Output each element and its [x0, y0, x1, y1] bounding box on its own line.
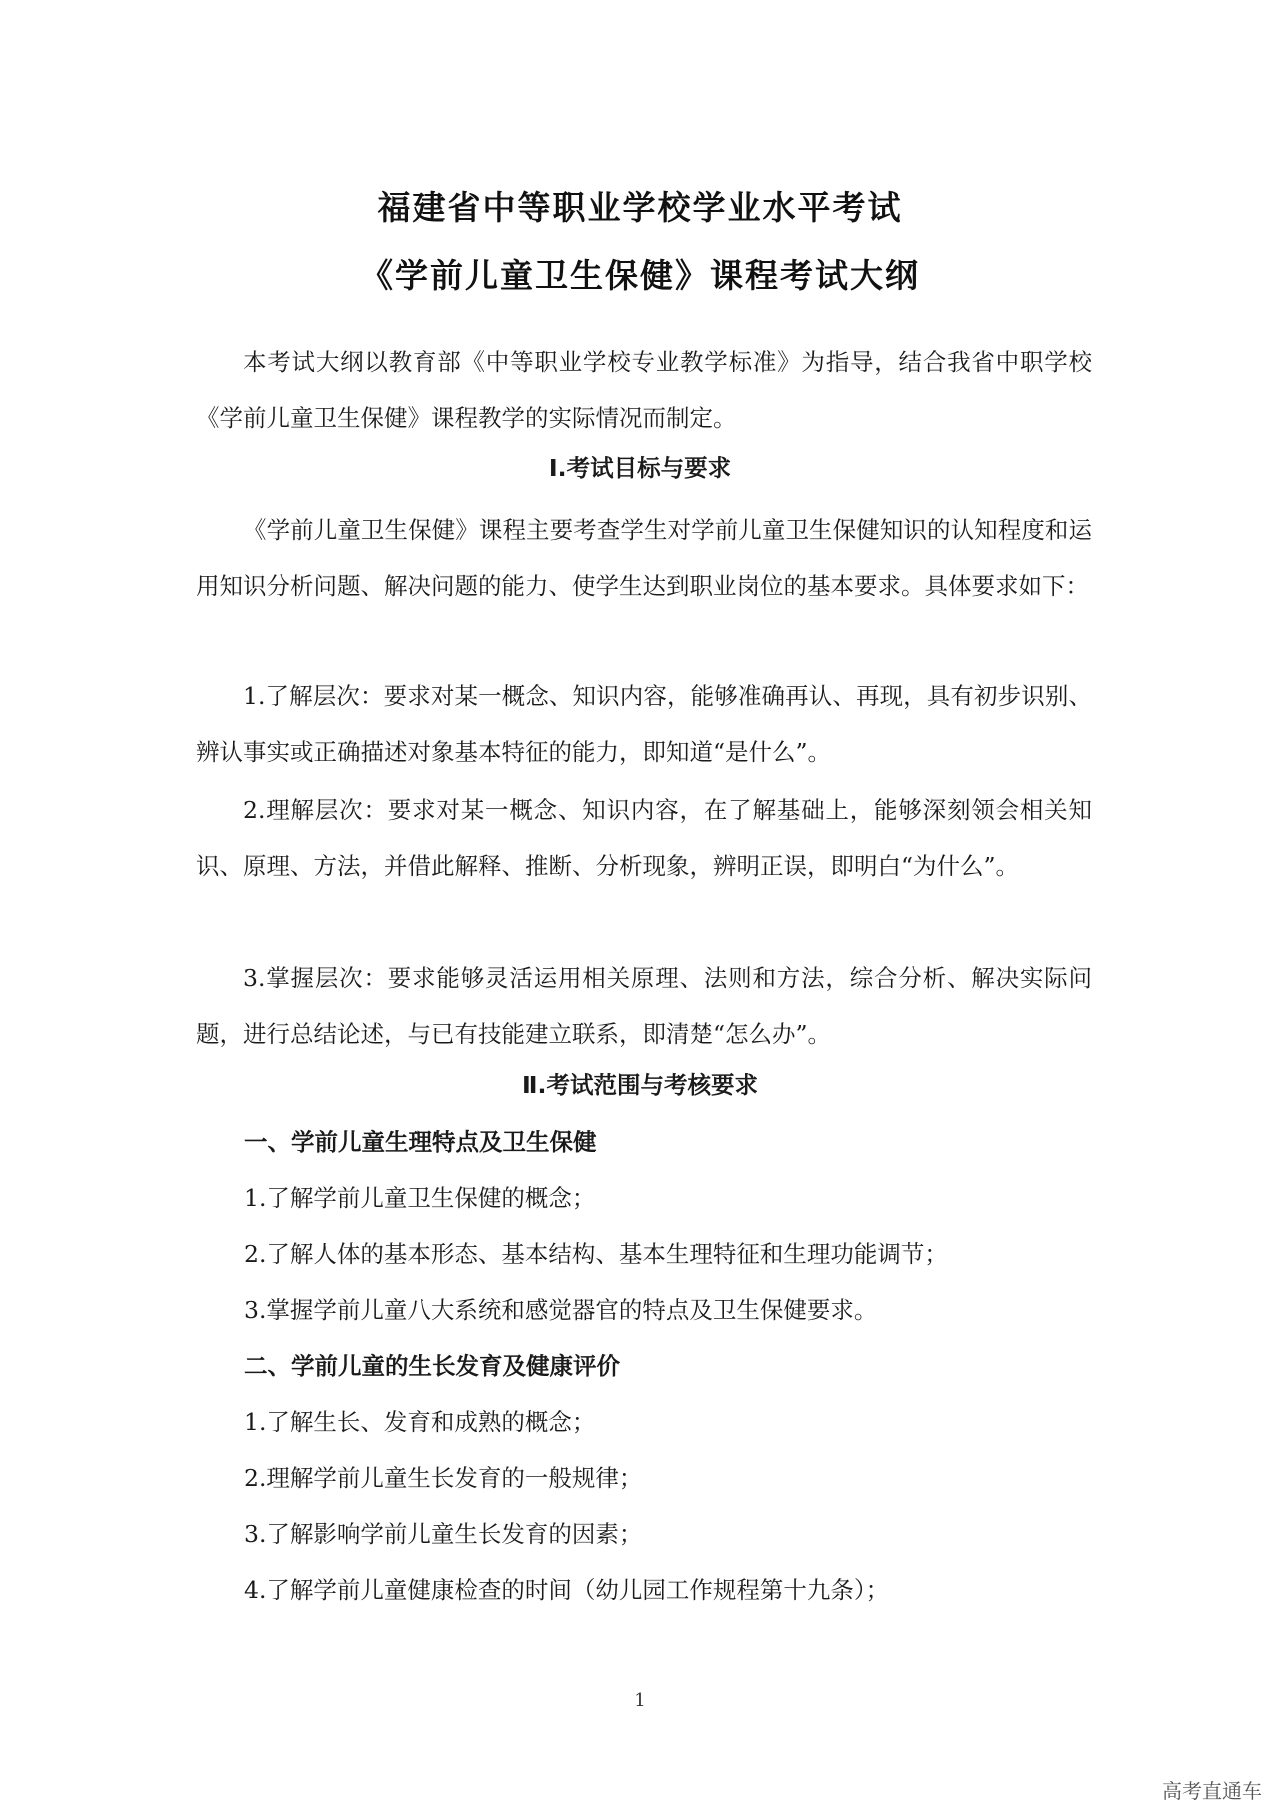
- list-item: 3.掌握学前儿童八大系统和感觉器官的特点及卫生保健要求。: [244, 1296, 878, 1324]
- list-item: 1.了解学前儿童卫生保健的概念；: [244, 1184, 596, 1212]
- intro-paragraph: 本考试大纲以教育部《中等职业学校专业教学标准》为指导，结合我省中职学校《学前儿童卫生保健》课程教学的实际情况而制定。: [196, 348, 1092, 432]
- section-heading-scope: Ⅱ.考试范围与考核要求: [522, 1071, 758, 1099]
- list-item: 1.了解生长、发育和成熟的概念；: [244, 1408, 596, 1436]
- level-master: 3.掌握层次：要求能够灵活运用相关原理、法则和方法，综合分析、解决实际问题，进行总结论述，与已有技能建立联系，即清楚“怎么办”。: [196, 964, 1092, 1048]
- list-item: 4.了解学前儿童健康检查的时间（幼儿园工作规程第十九条）；: [244, 1576, 890, 1604]
- part-heading-growth: 二、学前儿童的生长发育及健康评价: [244, 1352, 620, 1380]
- list-item: 3.了解影响学前儿童生长发育的因素；: [244, 1520, 643, 1548]
- level-comprehend: 2.理解层次：要求对某一概念、知识内容，在了解基础上，能够深刻领会相关知识、原理、方法，并借此解释、推断、分析现象，辨明正误，即明白“为什么”。: [196, 796, 1092, 880]
- level-understand: 1.了解层次：要求对某一概念、知识内容，能够准确再认、再现，具有初步识别、辨认事实或正确描述对象基本特征的能力，即知道“是什么”。: [196, 682, 1092, 766]
- objectives-paragraph: 《学前儿童卫生保健》课程主要考查学生对学前儿童卫生保健知识的认知程度和运用知识分析问题、解决问题的能力、使学生达到职业岗位的基本要求。具体要求如下：: [196, 516, 1092, 600]
- document-subtitle: 《学前儿童卫生保健》课程考试大纲: [360, 256, 920, 295]
- document-title: 福建省中等职业学校学业水平考试: [377, 188, 903, 227]
- watermark: 高考直通车: [1162, 1779, 1262, 1803]
- part-heading-physiology: 一、学前儿童生理特点及卫生保健: [244, 1128, 597, 1156]
- list-item: 2.理解学前儿童生长发育的一般规律；: [244, 1464, 643, 1492]
- list-item: 2.了解人体的基本形态、基本结构、基本生理特征和生理功能调节；: [244, 1240, 948, 1268]
- page-number: 1: [634, 1690, 646, 1711]
- section-heading-objectives: Ⅰ.考试目标与要求: [548, 454, 732, 482]
